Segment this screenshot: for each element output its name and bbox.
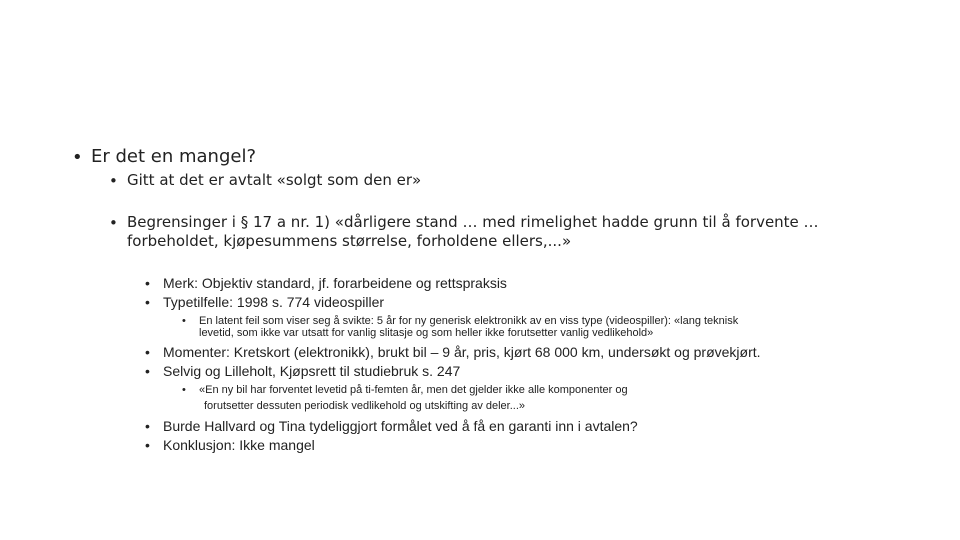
bullet-icon: •	[145, 275, 150, 291]
bullet-icon: •	[145, 344, 150, 360]
note-latent-defect-line2: levetid, som ikke var utsatt for vanlig slitasje og som heller ikke forutsetter vanlig vedlikehold»	[199, 327, 654, 339]
list-item-guarantee-question: Burde Hallvard og Tina tydeliggjort formålet ved å få en garanti inn i avtalen?	[163, 418, 638, 434]
list-item-note: Merk: Objektiv standard, jf. forarbeidene og rettspraksis	[163, 275, 507, 291]
note-latent-defect-line1: En latent feil som viser seg å svikte: 5 år for ny generisk elektronikk av en viss type (videospiller): «lang teknisk	[199, 315, 739, 327]
bullet-icon: •	[145, 363, 150, 379]
list-item-conclusion: Konklusjon: Ikke mangel	[163, 437, 315, 453]
bullet-icon: •	[182, 315, 186, 327]
sub-point-limitations-line1: Begrensinger i § 17 a nr. 1) «dårligere stand … med rimelighet hadde grunn til å forvente …	[127, 213, 819, 231]
note-car-lifetime-line2: forutsetter dessuten periodisk vedlikehold og utskifting av deler...»	[204, 400, 526, 412]
bullet-icon: •	[145, 437, 150, 453]
list-item-reference: Selvig og Lilleholt, Kjøpsrett til studiebruk s. 247	[163, 363, 461, 379]
note-car-lifetime-line1: «En ny bil har forventet levetid på ti-femten år, men det gjelder ikke alle komponenter og	[199, 384, 628, 396]
sub-point-sold-as-is: Gitt at det er avtalt «solgt som den er»	[127, 171, 422, 189]
list-item-factors: Momenter: Kretskort (elektronikk), brukt bil – 9 år, pris, kjørt 68 000 km, undersøkt og prøvekjørt.	[163, 344, 761, 360]
list-item-typical-case: Typetilfelle: 1998 s. 774 videospiller	[163, 294, 385, 310]
bullet-icon: •	[109, 214, 118, 232]
bullet-icon: •	[145, 418, 150, 434]
sub-point-limitations-line2: forbeholdet, kjøpesummens størrelse, forholdene ellers,...»	[127, 232, 572, 250]
bullet-icon: •	[182, 384, 186, 396]
bullet-icon: •	[109, 172, 118, 190]
slide-heading: Er det en mangel?	[91, 146, 257, 167]
bullet-icon: •	[145, 294, 150, 310]
bullet-icon: •	[72, 147, 83, 168]
